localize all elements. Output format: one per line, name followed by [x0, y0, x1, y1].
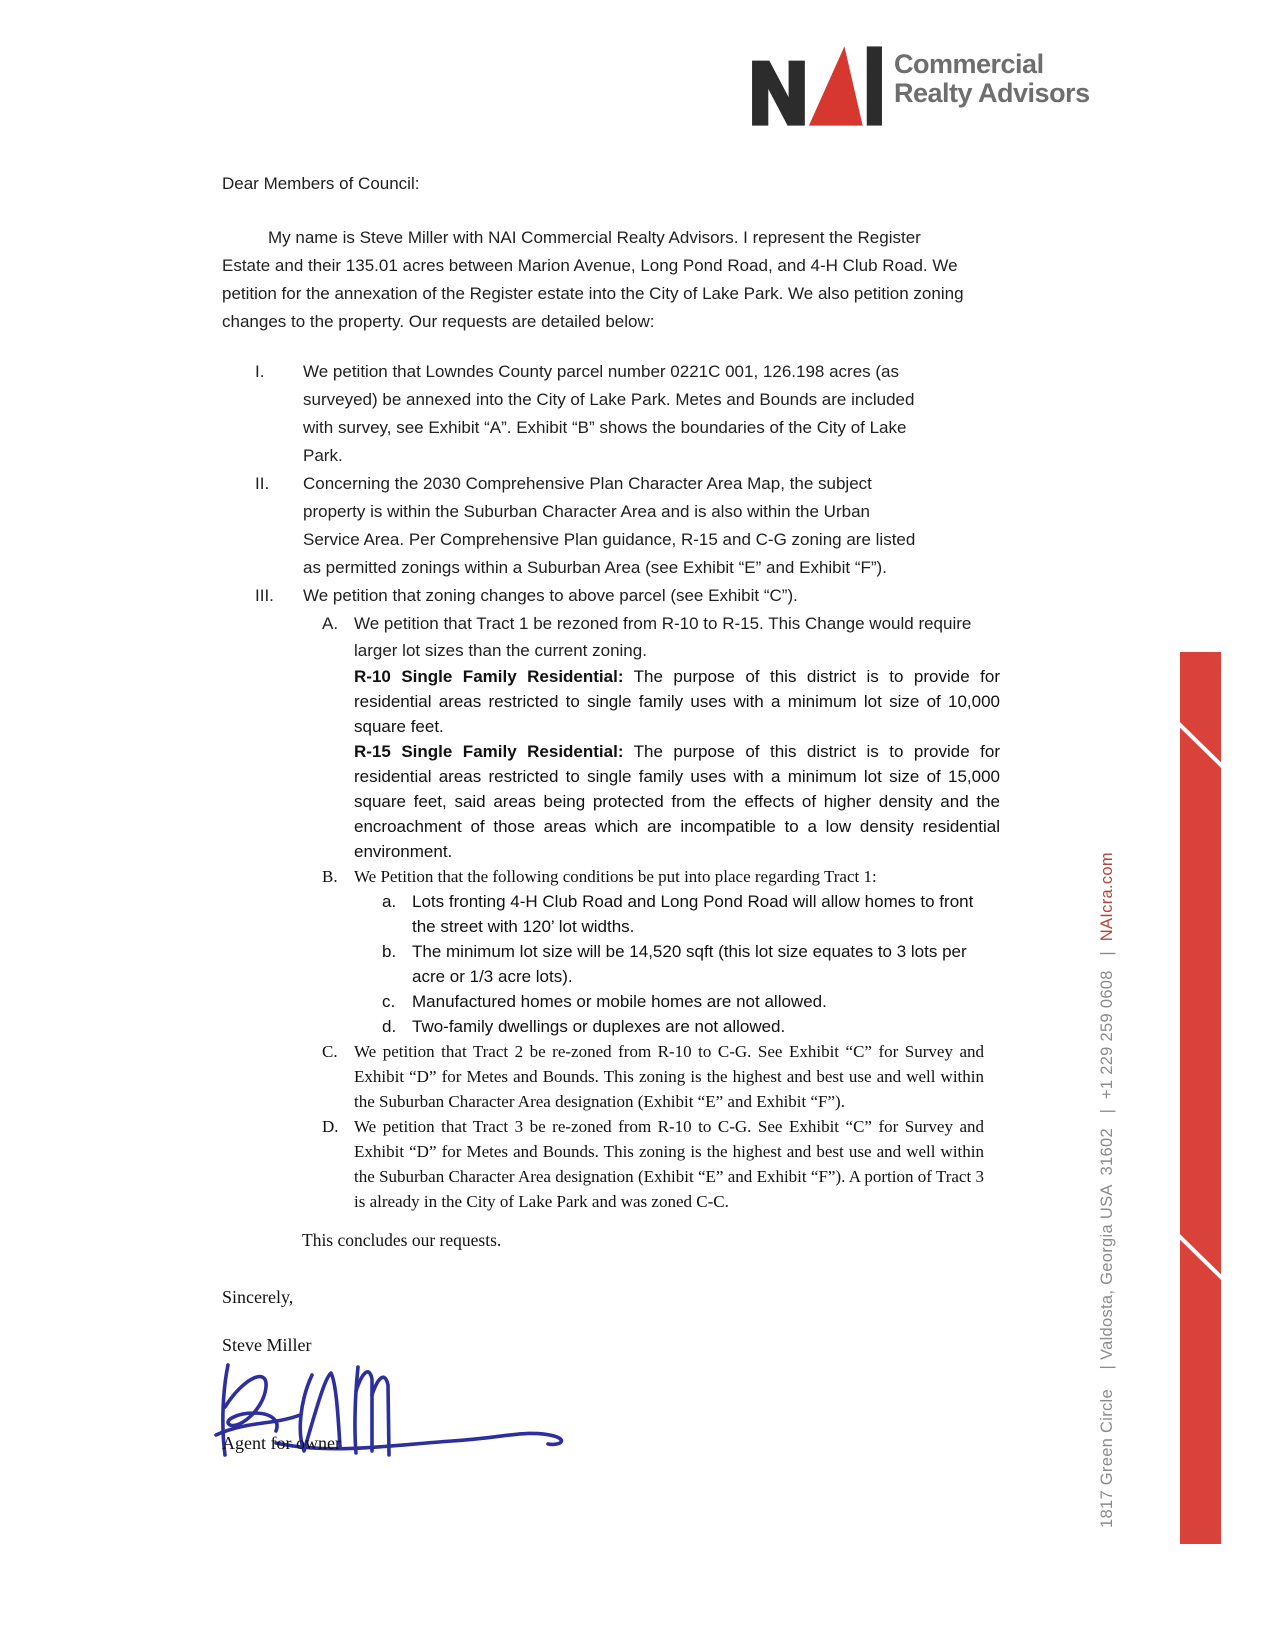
signer-role: Agent for owner — [222, 1433, 341, 1453]
r15-text: The purpose of this district is to provide for residential areas restricted to single family uses with a minimum lot size of 15,000 square feet, said areas being protected from the effects of higher density and the encroachment of those areas which are incompatible to a low density residential environment. — [354, 742, 1000, 861]
list-marker: C. — [322, 1042, 338, 1061]
closing-line: This concludes our requests. — [302, 1230, 502, 1250]
logo-line2: Realty Advisors — [894, 78, 1090, 108]
r10-definition — [354, 664, 1000, 739]
r10-label: R-10 Single Family Residential: — [354, 667, 624, 686]
list-marker: I. — [255, 362, 265, 381]
subitem-A — [322, 610, 994, 664]
list-item-text: The minimum lot size will be 14,520 sqft (this lot size equates to 3 lots per acre or 1/3 acre lots). — [412, 942, 967, 986]
valediction: Sincerely, — [222, 1287, 294, 1307]
list-marker: d. — [382, 1017, 397, 1036]
nai-logo-icon — [748, 44, 884, 128]
condition-b — [382, 939, 994, 989]
list-item-text: We petition that zoning changes to above parcel (see Exhibit “C”). — [303, 586, 798, 605]
list-item-text: Lots fronting 4-H Club Road and Long Pond Road will allow homes to front the street with 120’ lot widths. — [412, 892, 974, 936]
r15-definition — [354, 739, 1000, 864]
list-marker: A. — [322, 614, 339, 633]
list-marker: c. — [382, 992, 396, 1011]
list-marker: b. — [382, 942, 397, 961]
condition-a — [382, 889, 994, 939]
intro-paragraph: My name is Steve Miller with NAI Commercial Realty Advisors. I represent the Register Estate and their 135.01 acres between Marion Avenue, Long Pond Road, and 4-H Club Road. We petition for the annexation of the Register estate into the City of Lake Park. We also petition zoning changes to the property. Our requests are detailed below: — [222, 228, 964, 331]
list-marker: II. — [255, 474, 270, 493]
r15-label: R-15 Single Family Residential: — [354, 742, 624, 761]
sidebar-address: 1817 Green Circle | Valdosta, Georgia USA 31602 | +1 229 259 0608 | — [1098, 941, 1116, 1528]
list-item-text: Manufactured homes or mobile homes are not allowed. — [412, 992, 827, 1011]
sidebar-contact-info — [1092, 852, 1124, 1528]
r10-text: The purpose of this district is to provide for residential areas restricted to single family uses with a minimum lot size of 10,000 square feet. — [354, 667, 1000, 736]
list-marker: III. — [255, 586, 274, 605]
list-item-III — [255, 582, 994, 610]
list-item-text: We petition that Tract 3 be re-zoned from R-10 to C-G. See Exhibit “C” for Survey and Exhibit “D” for Metes and Bounds. This zoning is the highest and best use and well within the Suburban Character Area designation (Exhibit “E” and Exhibit “F”). A portion of Tract 3 is already in the City of Lake Park and was zoned C-C. — [354, 1117, 984, 1211]
list-marker: B. — [322, 867, 338, 886]
list-item-text: We petition that Lowndes County parcel number 0221C 001, 126.198 acres (as surveyed) be annexed into the City of Lake Park. Metes and Bounds are included with survey, see Exhibit “A”. Exhibit “B” shows the boundaries of the City of Lake Park. — [303, 362, 915, 465]
salutation: Dear Members of Council: — [222, 174, 420, 193]
condition-c — [382, 989, 994, 1014]
list-item-text: Concerning the 2030 Comprehensive Plan Character Area Map, the subject property is within the Suburban Character Area and is also within the Urban Service Area. Per Comprehensive Plan guidance, R-15 and C-G zoning are listed as permitted zonings within a Suburban Area (see Exhibit “E” and Exhibit “F”). — [303, 474, 916, 577]
list-item-text: Two-family dwellings or duplexes are not allowed. — [412, 1017, 786, 1036]
nai-logo — [748, 34, 1090, 128]
list-item-II — [255, 470, 994, 582]
subitem-B — [322, 864, 994, 889]
list-item-text: We petition that Tract 2 be re-zoned from R-10 to C-G. See Exhibit “C” for Survey and Exhibit “D” for Metes and Bounds. This zoning is the highest and best use and well within the Suburban Character Area designation (Exhibit “E” and Exhibit “F”). — [354, 1042, 984, 1111]
letter-body — [222, 170, 1000, 1457]
list-item-text: We Petition that the following conditions be put into place regarding Tract 1: — [354, 867, 877, 886]
subitem-C — [322, 1039, 994, 1114]
logo-wordmark — [894, 50, 1090, 108]
list-item-text: We petition that Tract 1 be rezoned from R-10 to R-15. This Change would require larger lot sizes than the current zoning. — [354, 614, 972, 660]
brand-sidebar-bar — [1180, 652, 1221, 1544]
subitem-D — [322, 1114, 994, 1214]
condition-d — [382, 1014, 994, 1039]
signer-name: Steve Miller — [222, 1335, 312, 1355]
list-item-I — [255, 358, 994, 470]
list-marker: D. — [322, 1117, 339, 1136]
list-marker: a. — [382, 892, 397, 911]
logo-line1: Commercial — [894, 49, 1044, 79]
sidebar-website: NAIcra.com — [1098, 852, 1116, 942]
